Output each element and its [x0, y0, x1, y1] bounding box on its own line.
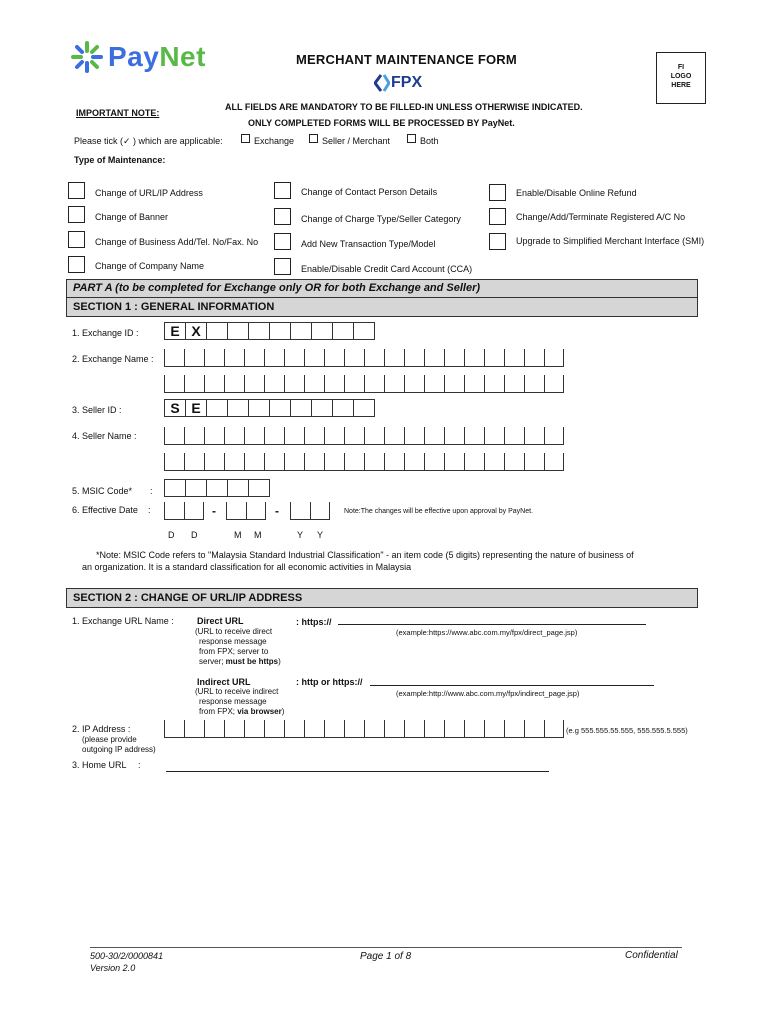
- char-cell[interactable]: [164, 720, 184, 737]
- date-letter: D: [168, 530, 175, 540]
- char-cell[interactable]: [164, 349, 184, 366]
- char-cell[interactable]: [504, 453, 524, 470]
- section2-heading: SECTION 2 : CHANGE OF URL/IP ADDRESS: [66, 588, 698, 608]
- indirect-url-example: (example:http://www.abc.com.my/fpx/indirect_page.jsp): [396, 689, 580, 698]
- id-cell[interactable]: [207, 400, 228, 416]
- maintenance-option-label: Change of Company Name: [95, 261, 205, 271]
- both-checkbox[interactable]: [407, 134, 416, 143]
- date-month-cells[interactable]: [226, 502, 266, 520]
- char-cell[interactable]: [284, 349, 304, 366]
- char-cell[interactable]: [224, 453, 244, 470]
- msic-colon: :: [150, 486, 153, 496]
- footer-confidential: Confidential: [625, 950, 678, 961]
- seller-id-label: 3. Seller ID :: [72, 405, 122, 415]
- footer-version: Version 2.0: [90, 963, 136, 973]
- msic-label: 5. MSIC Code*: [72, 486, 133, 496]
- indirect-url-desc: (URL to receive indirect response message from FPX; via browser): [195, 687, 285, 716]
- char-cell[interactable]: [544, 349, 564, 366]
- maintenance-checkbox[interactable]: [68, 206, 85, 223]
- exchange-url-label: 1. Exchange URL Name :: [72, 616, 174, 626]
- maintenance-option-label: Add New Transaction Type/Model: [301, 239, 436, 249]
- char-cell[interactable]: [404, 453, 424, 470]
- char-cell[interactable]: [484, 349, 504, 366]
- char-cell[interactable]: [264, 720, 284, 737]
- char-cell[interactable]: [364, 427, 384, 444]
- char-cell[interactable]: [544, 375, 564, 392]
- char-cell[interactable]: [504, 720, 524, 737]
- char-cell[interactable]: [204, 720, 224, 737]
- char-cell[interactable]: [464, 375, 484, 392]
- date-dash: -: [212, 504, 216, 518]
- char-cell[interactable]: [304, 720, 324, 737]
- exchange-name-row1[interactable]: [164, 349, 564, 367]
- char-cell[interactable]: [404, 349, 424, 366]
- char-cell[interactable]: [324, 720, 344, 737]
- seller-option-label: Seller / Merchant: [322, 136, 391, 146]
- msic-cells[interactable]: [164, 479, 270, 497]
- char-cell[interactable]: [504, 375, 524, 392]
- seller-id-prefix-char: E: [186, 400, 207, 416]
- tick-prompt: Please tick (✓ ) which are applicable:: [74, 136, 223, 146]
- fpx-logo: FPX: [374, 74, 422, 92]
- direct-url-desc: (URL to receive direct response message from FPX; server to server; must be https): [195, 627, 281, 666]
- direct-url-title: Direct URL: [197, 616, 244, 626]
- footer-divider: [90, 947, 682, 948]
- ip-address-desc: (please provide outgoing IP address): [82, 735, 156, 754]
- char-cell[interactable]: [244, 427, 264, 444]
- char-cell[interactable]: [364, 375, 384, 392]
- id-cell[interactable]: [207, 323, 228, 339]
- maintenance-checkbox[interactable]: [68, 182, 85, 199]
- id-cell[interactable]: [270, 400, 291, 416]
- char-cell[interactable]: [384, 349, 404, 366]
- char-cell[interactable]: [524, 375, 544, 392]
- exchange-option-label: Exchange: [254, 136, 295, 146]
- id-cell[interactable]: [333, 323, 354, 339]
- char-cell[interactable]: [244, 375, 264, 392]
- char-cell[interactable]: [544, 453, 564, 470]
- mandatory-note: ALL FIELDS ARE MANDATORY TO BE FILLED-IN UNLESS OTHERWISE INDICATED.: [225, 102, 583, 112]
- seller-checkbox[interactable]: [309, 134, 318, 143]
- seller-name-row1[interactable]: [164, 427, 564, 445]
- char-cell[interactable]: [484, 375, 504, 392]
- char-cell[interactable]: [344, 349, 364, 366]
- char-cell[interactable]: [384, 453, 404, 470]
- date-dash: -: [275, 504, 279, 518]
- char-cell[interactable]: [444, 375, 464, 392]
- char-cell[interactable]: [424, 720, 444, 737]
- maintenance-option-label: Upgrade to Simplified Merchant Interface (SMI): [516, 236, 705, 246]
- char-cell[interactable]: [484, 720, 504, 737]
- char-cell[interactable]: [284, 427, 304, 444]
- char-cell[interactable]: [384, 375, 404, 392]
- msic-cell[interactable]: [228, 480, 249, 496]
- char-cell[interactable]: [524, 453, 544, 470]
- id-cell[interactable]: [354, 400, 375, 416]
- maintenance-checkbox[interactable]: [68, 256, 85, 273]
- id-cell[interactable]: [291, 323, 312, 339]
- char-cell[interactable]: [324, 375, 344, 392]
- msic-note-line1: *Note: MSIC Code refers to "Malaysia Standard Industrial Classification" - an item code (5 digits) representing the nature of business of: [96, 550, 634, 560]
- char-cell[interactable]: [264, 375, 284, 392]
- char-cell[interactable]: [284, 453, 304, 470]
- id-cell[interactable]: [228, 400, 249, 416]
- home-url-colon: :: [138, 760, 141, 770]
- char-cell[interactable]: [324, 453, 344, 470]
- char-cell[interactable]: [224, 427, 244, 444]
- char-cell[interactable]: [464, 720, 484, 737]
- id-cell[interactable]: [249, 323, 270, 339]
- effective-note: Note:The changes will be effective upon approval by PayNet.: [344, 508, 533, 515]
- maintenance-option-label: Change of URL/IP Address: [95, 188, 203, 198]
- maintenance-checkbox[interactable]: [489, 184, 506, 201]
- char-cell[interactable]: [204, 453, 224, 470]
- char-cell[interactable]: [444, 453, 464, 470]
- char-cell[interactable]: [524, 349, 544, 366]
- id-cell[interactable]: [291, 400, 312, 416]
- char-cell[interactable]: [304, 453, 324, 470]
- char-cell[interactable]: [404, 720, 424, 737]
- char-cell[interactable]: [424, 427, 444, 444]
- char-cell[interactable]: [344, 453, 364, 470]
- ip-address-label: 2. IP Address :: [72, 724, 131, 734]
- form-title: MERCHANT MAINTENANCE FORM: [296, 52, 517, 67]
- char-cell[interactable]: [464, 427, 484, 444]
- char-cell[interactable]: [424, 375, 444, 392]
- maintenance-checkbox[interactable]: [68, 231, 85, 248]
- id-cell[interactable]: [270, 323, 291, 339]
- maintenance-checkbox[interactable]: [489, 208, 506, 225]
- exchange-id-label: 1. Exchange ID :: [72, 328, 139, 338]
- paynet-star-icon: [70, 40, 104, 74]
- home-url-label: 3. Home URL: [72, 760, 127, 770]
- date-cell[interactable]: [310, 502, 330, 519]
- maintenance-option-label: Enable/Disable Credit Card Account (CCA): [301, 264, 473, 274]
- char-cell[interactable]: [464, 453, 484, 470]
- char-cell[interactable]: [444, 349, 464, 366]
- char-cell[interactable]: [444, 720, 464, 737]
- maintenance-option-label: Change of Banner: [95, 212, 169, 222]
- effective-date-colon: :: [148, 505, 151, 515]
- id-cell[interactable]: [333, 400, 354, 416]
- direct-url-example: (example:https://www.abc.com.my/fpx/direct_page.jsp): [396, 628, 578, 637]
- footer-page: Page 1 of 8: [360, 951, 412, 962]
- char-cell[interactable]: [484, 453, 504, 470]
- char-cell[interactable]: [344, 720, 364, 737]
- important-note-label: IMPORTANT NOTE:: [76, 108, 160, 118]
- maintenance-checkbox[interactable]: [274, 258, 291, 275]
- char-cell[interactable]: [444, 427, 464, 444]
- char-cell[interactable]: [204, 375, 224, 392]
- indirect-url-title: Indirect URL: [197, 677, 251, 687]
- char-cell[interactable]: [364, 349, 384, 366]
- paynet-logo: [70, 40, 206, 74]
- ip-address-example: (e.g 555.555.55.555, 555.555.5.555): [566, 726, 688, 735]
- id-cell[interactable]: [354, 323, 375, 339]
- char-cell[interactable]: [384, 427, 404, 444]
- id-cell[interactable]: [228, 323, 249, 339]
- exchange-id-prefix-char: E: [165, 323, 186, 339]
- maintenance-option-label: Change/Add/Terminate Registered A/C No: [516, 212, 686, 222]
- exchange-id-cells[interactable]: [164, 322, 375, 340]
- char-cell[interactable]: [404, 375, 424, 392]
- char-cell[interactable]: [224, 349, 244, 366]
- indirect-url-input[interactable]: [370, 685, 654, 686]
- char-cell[interactable]: [504, 427, 524, 444]
- direct-url-input[interactable]: [338, 624, 646, 625]
- char-cell[interactable]: [244, 453, 264, 470]
- paynet-wordmark: PayNet: [108, 41, 206, 72]
- seller-id-cells[interactable]: [164, 399, 375, 417]
- char-cell[interactable]: [284, 375, 304, 392]
- part-a-heading: PART A (to be completed for Exchange only OR for both Exchange and Seller): [66, 279, 698, 298]
- char-cell[interactable]: [544, 720, 564, 737]
- maintenance-option-label: Change of Charge Type/Seller Category: [301, 214, 461, 224]
- char-cell[interactable]: [384, 720, 404, 737]
- id-cell[interactable]: [249, 400, 270, 416]
- date-cell[interactable]: [164, 502, 184, 519]
- id-cell[interactable]: [312, 323, 333, 339]
- char-cell[interactable]: [184, 720, 204, 737]
- char-cell[interactable]: [364, 453, 384, 470]
- date-cell[interactable]: [290, 502, 310, 519]
- char-cell[interactable]: [524, 427, 544, 444]
- date-letter: Y: [317, 530, 324, 540]
- char-cell[interactable]: [484, 427, 504, 444]
- char-cell[interactable]: [344, 375, 364, 392]
- exchange-id-prefix-char: X: [186, 323, 207, 339]
- char-cell[interactable]: [164, 375, 184, 392]
- msic-cell[interactable]: [186, 480, 207, 496]
- date-cell[interactable]: [226, 502, 246, 519]
- char-cell[interactable]: [184, 375, 204, 392]
- char-cell[interactable]: [184, 453, 204, 470]
- seller-name-row2[interactable]: [164, 453, 564, 471]
- char-cell[interactable]: [284, 720, 304, 737]
- indirect-url-prefix: : http or https://: [296, 677, 363, 687]
- date-letter: M: [234, 530, 242, 540]
- char-cell[interactable]: [504, 349, 524, 366]
- id-cell[interactable]: [312, 400, 333, 416]
- exchange-name-row2[interactable]: [164, 375, 564, 393]
- maintenance-checkbox[interactable]: [489, 233, 506, 250]
- processed-note: ONLY COMPLETED FORMS WILL BE PROCESSED BY PayNet.: [248, 118, 515, 128]
- char-cell[interactable]: [404, 427, 424, 444]
- char-cell[interactable]: [264, 453, 284, 470]
- char-cell[interactable]: [244, 720, 264, 737]
- char-cell[interactable]: [164, 453, 184, 470]
- char-cell[interactable]: [264, 427, 284, 444]
- char-cell[interactable]: [204, 427, 224, 444]
- char-cell[interactable]: [324, 427, 344, 444]
- maintenance-checkbox[interactable]: [274, 208, 291, 225]
- date-year-cells[interactable]: [290, 502, 330, 520]
- exchange-checkbox[interactable]: [241, 134, 250, 143]
- char-cell[interactable]: [464, 349, 484, 366]
- seller-name-label: 4. Seller Name :: [72, 431, 137, 441]
- char-cell[interactable]: [524, 720, 544, 737]
- date-letter: M: [254, 530, 262, 540]
- maintenance-option-label: Enable/Disable Online Refund: [516, 188, 637, 198]
- type-of-maintenance-label: Type of Maintenance:: [74, 155, 166, 165]
- seller-id-prefix-char: S: [165, 400, 186, 416]
- char-cell[interactable]: [544, 427, 564, 444]
- date-day-cells[interactable]: [164, 502, 204, 520]
- char-cell[interactable]: [304, 375, 324, 392]
- footer-doc-no: 500-30/2/0000841: [90, 951, 164, 961]
- maintenance-option-label: Change of Business Add/Tel. No/Fax. No: [95, 237, 259, 247]
- char-cell[interactable]: [324, 349, 344, 366]
- msic-cell[interactable]: [165, 480, 186, 496]
- char-cell[interactable]: [224, 375, 244, 392]
- msic-cell[interactable]: [249, 480, 270, 496]
- char-cell[interactable]: [424, 349, 444, 366]
- date-letter: D: [191, 530, 198, 540]
- char-cell[interactable]: [264, 349, 284, 366]
- date-cell[interactable]: [184, 502, 204, 519]
- section1-heading: SECTION 1 : GENERAL INFORMATION: [66, 297, 698, 317]
- ip-address-cells[interactable]: [164, 720, 564, 738]
- char-cell[interactable]: [164, 427, 184, 444]
- fi-logo-box: FI LOGO HERE: [656, 52, 706, 104]
- date-cell[interactable]: [246, 502, 266, 519]
- date-letter: Y: [297, 530, 304, 540]
- char-cell[interactable]: [204, 349, 224, 366]
- home-url-input[interactable]: [166, 771, 549, 772]
- char-cell[interactable]: [184, 349, 204, 366]
- direct-url-prefix: : https://: [296, 617, 332, 627]
- char-cell[interactable]: [364, 720, 384, 737]
- maintenance-checkbox[interactable]: [274, 182, 291, 199]
- fpx-chevron-icon: [374, 74, 390, 92]
- exchange-name-label: 2. Exchange Name :: [72, 354, 154, 364]
- char-cell[interactable]: [244, 349, 264, 366]
- msic-note-line2: an organization. It is a standard classification for all economic activities in Malaysia: [82, 562, 412, 572]
- char-cell[interactable]: [304, 349, 324, 366]
- char-cell[interactable]: [224, 720, 244, 737]
- both-option-label: Both: [420, 136, 439, 146]
- char-cell[interactable]: [424, 453, 444, 470]
- char-cell[interactable]: [344, 427, 364, 444]
- effective-date-label: 6. Effective Date: [72, 505, 138, 515]
- msic-cell[interactable]: [207, 480, 228, 496]
- maintenance-checkbox[interactable]: [274, 233, 291, 250]
- maintenance-option-label: Change of Contact Person Details: [301, 187, 438, 197]
- char-cell[interactable]: [304, 427, 324, 444]
- char-cell[interactable]: [184, 427, 204, 444]
